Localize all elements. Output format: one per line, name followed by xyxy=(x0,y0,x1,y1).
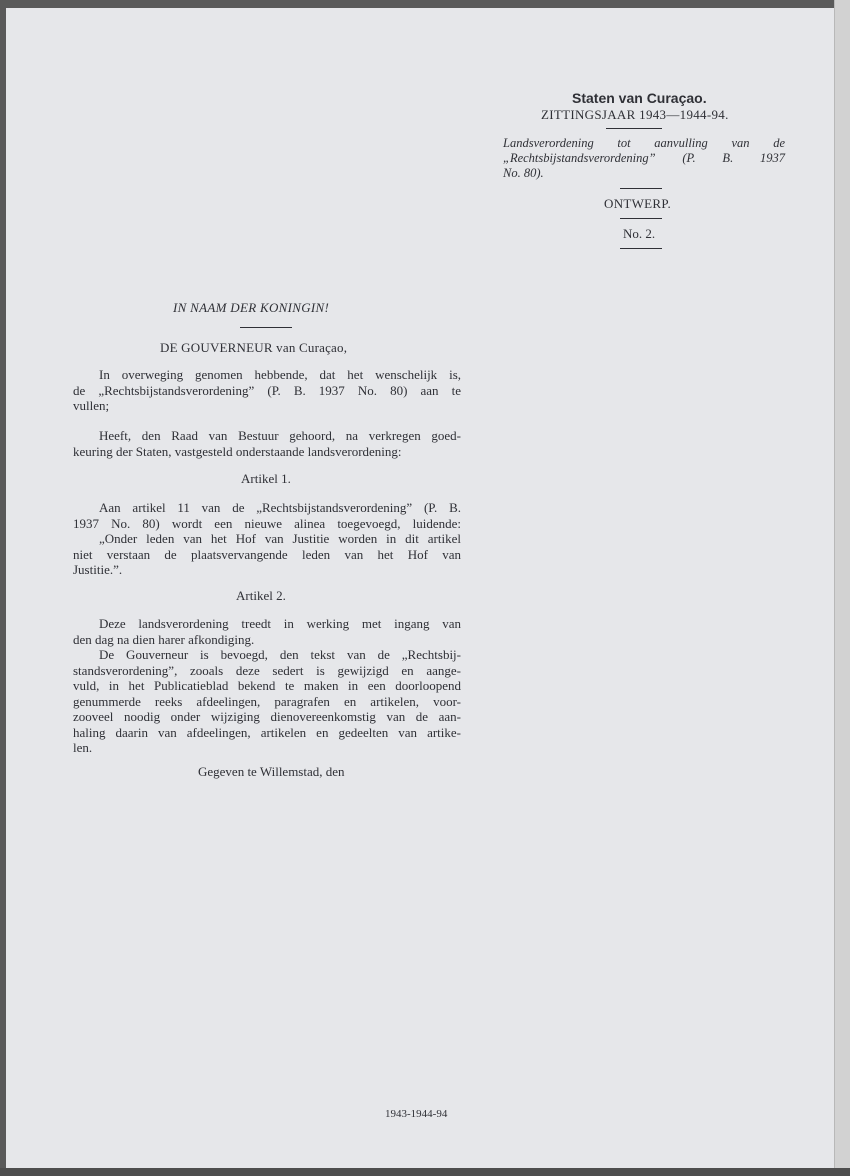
text-line: „Onder leden van het Hof van Justitie worden in dit artikel xyxy=(99,531,461,546)
article-1-title: Artikel 1. xyxy=(241,471,291,486)
text-line: De Gouverneur is bevoegd, den tekst van de „Rechtsbij- xyxy=(99,647,461,662)
text-line: Justitie.”. xyxy=(73,562,123,577)
governor-line: DE GOUVERNEUR van Curaçao, xyxy=(160,340,348,355)
text-line: In overweging genomen hebbende, dat het wenschelijk is, xyxy=(99,367,461,382)
royal-heading: IN NAAM DER KONINGIN! xyxy=(173,300,330,315)
text-line: 1937 No. 80) wordt een nieuwe alinea toegevoegd, luidende: xyxy=(73,515,461,531)
text-line: vuld, in het Publicatieblad bekend te maken in een doorloopend xyxy=(73,678,461,693)
text-line: zooveel noodig onder wijziging dienovereenkomstig van de aan- xyxy=(73,709,461,724)
article-1-text xyxy=(73,500,461,578)
page-edge xyxy=(834,0,850,1176)
text-line: haling daarin van afdeelingen, artikelen en gedeelten van artike- xyxy=(73,724,461,740)
header-subject xyxy=(503,136,785,181)
text-line: len. xyxy=(73,740,93,755)
scan-bottom-edge xyxy=(0,1168,850,1176)
draft-number: No. 2. xyxy=(623,226,656,241)
subject-line: „Rechtsbijstandsverordening” (P. B. 1937 xyxy=(503,151,785,165)
text-line: niet verstaan de plaatsvervangende leden van het Hof van xyxy=(73,546,461,562)
text-line: vullen; xyxy=(73,398,110,413)
article-2-title: Artikel 2. xyxy=(236,588,286,603)
text-line: keuring der Staten, vastgesteld onderstaande landsverordening: xyxy=(73,443,402,459)
divider xyxy=(620,188,662,189)
footer-session: 1943-1944-94 xyxy=(385,1108,448,1120)
article-2-text xyxy=(73,616,461,756)
header-session: ZITTINGSJAAR 1943—1944-94. xyxy=(541,107,729,122)
text-line: genummerde reeks afdeelingen, paragrafen en artikelen, voor- xyxy=(73,693,461,709)
text-line: Heeft, den Raad van Bestuur gehoord, na verkregen goed- xyxy=(99,428,461,443)
divider xyxy=(620,248,662,249)
divider xyxy=(620,218,662,219)
document-page xyxy=(6,8,834,1170)
closing-line: Gegeven te Willemstad, den xyxy=(198,764,345,779)
draft-status: ONTWERP. xyxy=(604,196,672,211)
text-line: Deze landsverordening treedt in werking met ingang van xyxy=(99,616,461,631)
divider xyxy=(240,327,292,328)
text-line: den dag na dien harer afkondiging. xyxy=(73,631,255,647)
considering-paragraph xyxy=(73,367,461,414)
enacting-paragraph xyxy=(73,428,461,459)
header-title: Staten van Curaçao. xyxy=(572,90,707,106)
text-line: de „Rechtsbijstandsverordening” (P. B. 1937 No. 80) aan te xyxy=(73,382,461,398)
subject-line: Landsverordening tot aanvulling van de xyxy=(503,136,785,150)
text-line: standsverordening”, zooals deze sedert is gewijzigd en aange- xyxy=(73,662,461,678)
text-line: Aan artikel 11 van de „Rechtsbijstandsverordening” (P. B. xyxy=(99,500,461,515)
subject-line: No. 80). xyxy=(503,166,544,180)
divider xyxy=(606,128,662,129)
